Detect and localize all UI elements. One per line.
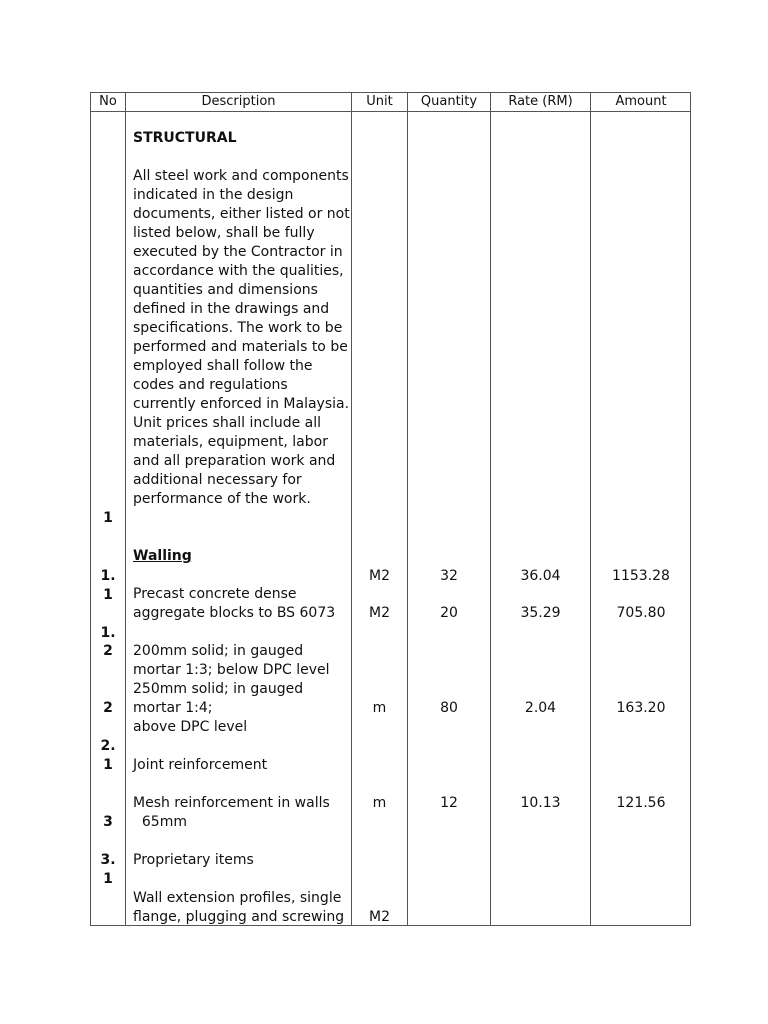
cell-unit: M2 xyxy=(369,605,390,621)
item-description: flange, plugging and screwing xyxy=(133,909,345,925)
cell-quantity: 32 xyxy=(440,568,458,584)
cell-quantity: 20 xyxy=(440,605,458,621)
header-divider xyxy=(91,111,690,112)
item-description: Mesh reinforcement in walls xyxy=(133,795,330,811)
item-description: 200mm solid; in gauged xyxy=(133,643,304,659)
item-description: Wall extension profiles, single xyxy=(133,890,342,906)
cell-quantity: 12 xyxy=(440,795,458,811)
cell-amount: 163.20 xyxy=(616,700,666,716)
section-intro: All steel work and components indicated in the design documents, either listed or not listed below, shall be fully executed by the Contractor in accordance with the qualities, quantities and dimensions defined in the drawings and specifications. The work to be performed and materials to be employed shall follow the codes and regulations currently enforced in Malaysia. Unit prices shall include all materials, equipment, labor and all preparation work and additional necessary for performance of the work. xyxy=(133,168,350,507)
cell-quantity: 80 xyxy=(440,700,458,716)
column-divider xyxy=(125,93,126,925)
cell-rate: 36.04 xyxy=(520,568,561,584)
item-description: mortar 1:4; xyxy=(133,700,213,716)
cell-amount: 1153.28 xyxy=(612,568,670,584)
bill-of-quantities-table xyxy=(90,92,691,926)
item-description: 65mm xyxy=(133,814,187,830)
header-quantity: Quantity xyxy=(420,94,478,109)
item-description: Proprietary items xyxy=(133,852,254,868)
item-description: above DPC level xyxy=(133,719,248,735)
cell-amount: 121.56 xyxy=(616,795,666,811)
cell-unit: m xyxy=(372,700,387,716)
item-no-3: 3 xyxy=(103,814,113,830)
item-no-3-1: 3. xyxy=(100,852,116,868)
item-no-1: 1 xyxy=(103,510,113,526)
item-description: mortar 1:3; below DPC level xyxy=(133,662,330,678)
item-no-1-1: 1 xyxy=(103,587,113,603)
header-rate: Rate (RM) xyxy=(508,94,573,109)
item-description: Precast concrete dense xyxy=(133,586,297,602)
cell-unit: M2 xyxy=(369,909,390,925)
item-no-2: 2 xyxy=(103,700,113,716)
cell-amount: 705.80 xyxy=(616,605,666,621)
header-amount: Amount xyxy=(615,94,667,109)
cell-rate: 2.04 xyxy=(524,700,557,716)
header-no: No xyxy=(99,94,117,109)
walling-heading: Walling xyxy=(133,548,192,564)
item-no-2-1: 2. xyxy=(100,738,116,754)
header-description: Description xyxy=(201,94,276,109)
item-no-1-1: 1. xyxy=(100,568,116,584)
cell-rate: 10.13 xyxy=(520,795,561,811)
header-unit: Unit xyxy=(366,94,393,109)
item-description: Joint reinforcement xyxy=(133,757,268,773)
item-no-2-1: 1 xyxy=(103,757,113,773)
section-title: STRUCTURAL xyxy=(133,130,237,146)
item-no-1-2: 2 xyxy=(103,643,113,659)
item-description: aggregate blocks to BS 6073 xyxy=(133,605,336,621)
item-no-3-1: 1 xyxy=(103,871,113,887)
item-no-1-2: 1. xyxy=(100,625,116,641)
item-description: 250mm solid; in gauged xyxy=(133,681,304,697)
cell-rate: 35.29 xyxy=(520,605,561,621)
cell-unit: M2 xyxy=(369,568,390,584)
cell-unit: m xyxy=(372,795,387,811)
